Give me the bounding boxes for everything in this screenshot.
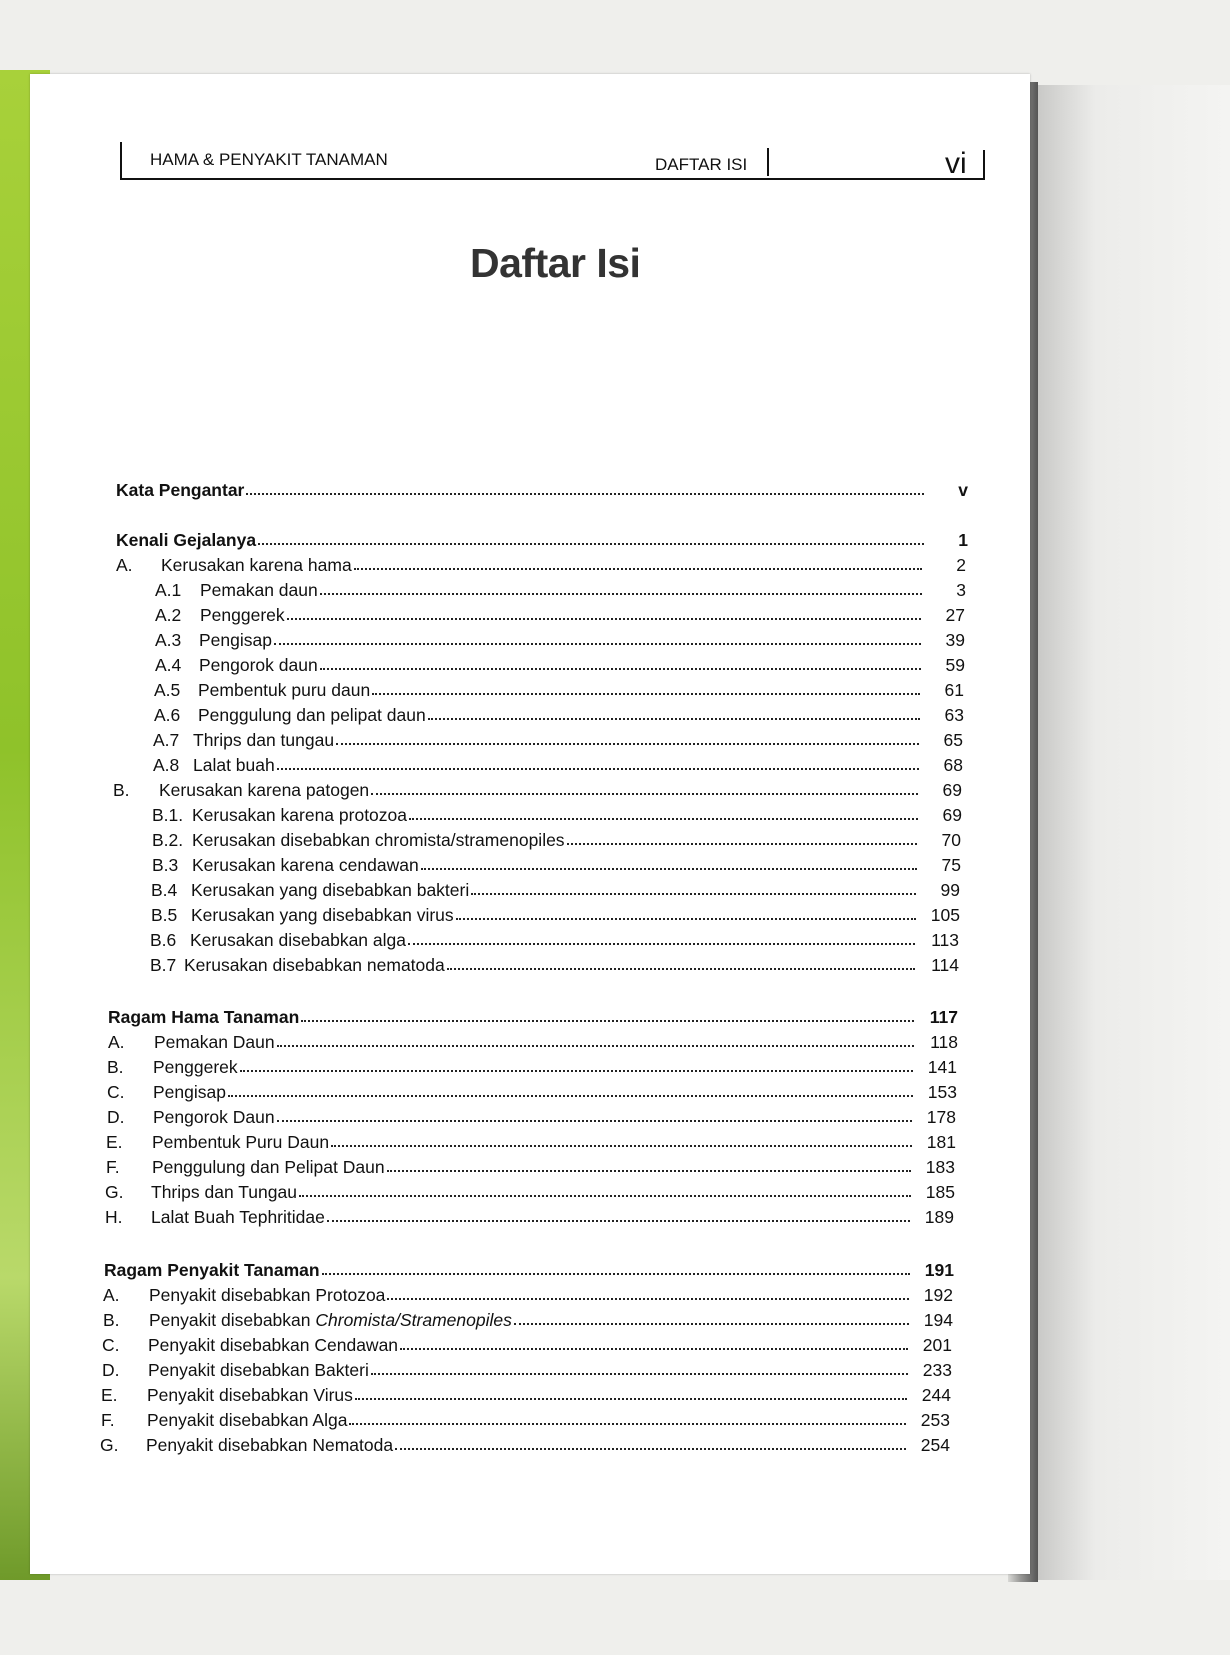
toc-entry-title [151, 905, 454, 925]
toc-entry-row [155, 576, 966, 600]
dot-leader [387, 1170, 911, 1172]
toc-entry-title [103, 1310, 512, 1330]
dot-leader [274, 643, 921, 645]
page-title: Daftar Isi [470, 240, 641, 286]
toc-entry-row [150, 926, 959, 950]
toc-entry-marker: B. [107, 1057, 124, 1077]
toc-entry-marker: B.2. [152, 830, 184, 850]
toc-chapter-row [116, 526, 968, 550]
dot-leader [277, 768, 919, 770]
toc-page-number: 201 [922, 1335, 952, 1355]
toc-entry-marker: E. [101, 1385, 118, 1405]
toc-entry-title [116, 555, 352, 575]
toc-page-number: 114 [931, 955, 959, 975]
toc-page-number: 69 [942, 805, 962, 825]
toc-entry-row [102, 1331, 952, 1355]
toc-entry-row [151, 876, 960, 900]
dot-leader [514, 1323, 909, 1325]
toc-entry-label: Kerusakan karena cendawan [192, 855, 419, 875]
dot-leader [336, 743, 919, 745]
toc-entry-title [101, 1410, 347, 1430]
toc-entry-label: Kerusakan disebabkan nematoda [184, 955, 445, 975]
toc-entry-label: Kerusakan disebabkan chromista/stramenopiles [192, 830, 565, 850]
dot-leader [322, 1273, 910, 1275]
dot-leader [395, 1448, 906, 1450]
toc-entry-marker: E. [106, 1132, 123, 1152]
toc-entry-row [154, 676, 964, 700]
toc-entry-label: Kerusakan karena patogen [159, 780, 370, 800]
toc-entry-row [107, 1103, 956, 1127]
toc-entry-label: Pemakan Daun [154, 1032, 275, 1052]
toc-entry-label: Pengisap [199, 630, 272, 650]
toc-page-number: 3 [956, 580, 966, 600]
toc-entry-row [105, 1203, 954, 1227]
dot-leader [409, 818, 918, 820]
toc-entry-label: Pengorok Daun [153, 1107, 275, 1127]
toc-entry-marker: H. [105, 1207, 123, 1227]
toc-entry-label: Penyakit disebabkan Cendawan [148, 1335, 399, 1355]
toc-entry-title [107, 1107, 275, 1127]
toc-entry-label: Lalat Buah Tephritidae [151, 1207, 325, 1227]
toc-page-number: 141 [927, 1057, 957, 1077]
toc-entry-row [155, 651, 965, 675]
toc-entry-title [150, 955, 445, 975]
toc-entry-marker: B.5 [151, 905, 178, 925]
toc-entry-row [108, 1028, 958, 1052]
running-header-section: DAFTAR ISI [655, 155, 748, 174]
toc-entry-title [103, 1285, 385, 1305]
toc-entry-row [155, 601, 965, 625]
toc-entry-marker: A.3 [155, 630, 182, 650]
toc-entry-label: Kerusakan disebabkan alga [190, 930, 406, 950]
toc-entry-label: Penyakit disebabkan Protozoa [149, 1285, 386, 1305]
toc-page-number: 183 [925, 1157, 955, 1177]
toc-entry-row [106, 1128, 956, 1152]
toc-entry-row [154, 701, 964, 725]
toc-page-number: 181 [926, 1132, 956, 1152]
toc-entry-marker: G. [105, 1182, 124, 1202]
toc-entry-marker: B. [103, 1310, 120, 1330]
toc-entry-title [116, 530, 256, 550]
dot-leader [287, 618, 921, 620]
toc-entry-label: Ragam Hama Tanaman [108, 1007, 300, 1027]
dot-leader [320, 668, 921, 670]
toc-entry-title [155, 605, 285, 625]
toc-entry-label: Penyakit disebabkan Alga [147, 1410, 348, 1430]
toc-entry-row [107, 1053, 957, 1077]
toc-page-number: 65 [943, 730, 963, 750]
toc-page-number: 192 [923, 1285, 953, 1305]
toc-entry-title [151, 880, 469, 900]
toc-entry-marker: A. [108, 1032, 125, 1052]
toc-entry-label: Lalat buah [193, 755, 275, 775]
toc-entry-title [155, 630, 272, 650]
toc-entry-label: Thrips dan tungau [193, 730, 335, 750]
toc-entry-title [107, 1057, 238, 1077]
toc-entry-title [104, 1260, 320, 1280]
toc-page-number: 153 [927, 1082, 957, 1102]
toc-entry-marker: B.7 [150, 955, 177, 975]
toc-page-number: 27 [945, 605, 965, 625]
toc-entry-title [105, 1207, 325, 1227]
toc-entry-row [152, 826, 961, 850]
toc-entry-row [101, 1406, 950, 1430]
toc-page-number: 185 [925, 1182, 955, 1202]
toc-entry-title [154, 705, 426, 725]
dot-leader [327, 1220, 910, 1222]
toc-entry-title [152, 830, 565, 850]
toc-page-number: 59 [945, 655, 965, 675]
toc-entry-row [152, 801, 962, 825]
toc-entry-marker: D. [107, 1107, 125, 1127]
toc-entry-label: Penyakit disebabkan Nematoda [146, 1435, 394, 1455]
page-number: vi [945, 147, 967, 180]
toc-entry-row [102, 1356, 952, 1380]
dot-leader [372, 693, 920, 695]
toc-entry-row [103, 1281, 953, 1305]
toc-entry-title [108, 1032, 275, 1052]
toc-entry-title [153, 730, 334, 750]
toc-entry-marker: F. [106, 1157, 120, 1177]
toc-entry-label: Kerusakan karena protozoa [192, 805, 407, 825]
dot-leader [331, 1145, 912, 1147]
toc-entry-title [152, 805, 407, 825]
toc-entry-label: Penyakit disebabkan Virus [147, 1385, 353, 1405]
toc-entry-title [152, 855, 419, 875]
toc-entry-label: Penyakit disebabkan [149, 1310, 311, 1330]
toc-entry-title [108, 1007, 299, 1027]
dot-leader [456, 918, 916, 920]
dot-leader [240, 1070, 913, 1072]
toc-page-number: 118 [930, 1032, 958, 1052]
toc-entry-title [106, 1132, 329, 1152]
dot-leader [371, 1373, 908, 1375]
toc-entry-row [107, 1078, 957, 1102]
toc-entry-title [107, 1082, 226, 1102]
toc-entry-marker: C. [107, 1082, 125, 1102]
toc-page-number: 113 [931, 930, 959, 950]
toc-entry-title [106, 1157, 385, 1177]
toc-chapter-row [116, 476, 968, 500]
toc-entry-row [103, 1306, 953, 1330]
toc-entry-marker: A.4 [155, 655, 182, 675]
toc-entry-title [155, 655, 318, 675]
toc-entry-row [106, 1153, 955, 1177]
toc-entry-title [155, 580, 318, 600]
toc-page-number: 189 [924, 1207, 954, 1227]
toc-entry-title [154, 680, 370, 700]
toc-entry-label: Pemakan daun [200, 580, 318, 600]
toc-entry-row [152, 851, 961, 875]
toc-entry-label: Pembentuk Puru Daun [152, 1132, 330, 1152]
dot-leader [567, 843, 917, 845]
toc-entry-marker: A. [116, 555, 133, 575]
toc-entry-label: Penggerek [200, 605, 285, 625]
toc-chapter-row [108, 1003, 958, 1027]
toc-page-number: 68 [943, 755, 963, 775]
dot-leader [301, 1020, 914, 1022]
toc-entry-row [150, 951, 959, 975]
toc-page-number: 63 [944, 705, 964, 725]
toc-page-number: 39 [945, 630, 965, 650]
dot-leader [471, 893, 916, 895]
toc-page-number: 105 [930, 905, 960, 925]
toc-page-number: 70 [941, 830, 961, 850]
toc-page-number: 1 [958, 530, 968, 550]
toc-entry-label: Pengisap [153, 1082, 226, 1102]
toc-page-number: 194 [923, 1310, 953, 1330]
toc-entry-label: Penggulung dan pelipat daun [198, 705, 426, 725]
dot-leader [320, 593, 922, 595]
dot-leader [299, 1195, 911, 1197]
dot-leader [421, 868, 917, 870]
toc-entry-marker: B.6 [150, 930, 177, 950]
toc-page-number: 69 [942, 780, 962, 800]
toc-page-number: 191 [924, 1260, 954, 1280]
dot-leader [228, 1095, 913, 1097]
toc-entry-marker: D. [102, 1360, 120, 1380]
toc-entry-row [153, 726, 963, 750]
toc-page-number: 244 [921, 1385, 951, 1405]
toc-entry-marker: F. [101, 1410, 115, 1430]
toc-entry-label: Penggerek [153, 1057, 238, 1077]
toc-entry-title [113, 780, 369, 800]
toc-entry-marker: A.5 [154, 680, 181, 700]
toc-entry-marker: A. [103, 1285, 120, 1305]
dot-leader [447, 968, 915, 970]
toc-entry-row [100, 1431, 950, 1455]
toc-entry-marker: A.1 [155, 580, 182, 600]
toc-entry-marker: A.7 [153, 730, 180, 750]
toc-entry-label: Kata Pengantar [116, 480, 245, 500]
toc-page-number: 233 [922, 1360, 952, 1380]
toc-entry-title [153, 755, 275, 775]
toc-entry-label: Kerusakan yang disebabkan bakteri [191, 880, 470, 900]
toc-entry-label: Penggulung dan Pelipat Daun [152, 1157, 385, 1177]
toc-chapter-row [104, 1256, 954, 1280]
toc-entry-marker: B.3 [152, 855, 179, 875]
toc-entry-marker: B.1. [152, 805, 184, 825]
dot-leader [277, 1120, 912, 1122]
toc-entry-label-italic: Chromista/Stramenopiles [315, 1310, 512, 1330]
toc-entry-marker: A.8 [153, 755, 180, 775]
toc-page-number: 253 [920, 1410, 950, 1430]
toc-entry-title [101, 1385, 353, 1405]
toc-entry-marker: G. [100, 1435, 119, 1455]
toc-entry-row [113, 776, 962, 800]
toc-page-number: 2 [956, 555, 966, 575]
toc-entry-label: Ragam Penyakit Tanaman [104, 1260, 320, 1280]
toc-entry-label: Kerusakan yang disebabkan virus [191, 905, 454, 925]
toc-entry-label: Pembentuk puru daun [198, 680, 371, 700]
toc-entry-label: Thrips dan Tungau [151, 1182, 297, 1202]
toc-entry-row [101, 1381, 951, 1405]
toc-entry-label: Pengorok daun [199, 655, 318, 675]
dot-leader [387, 1298, 909, 1300]
toc-entry-title [102, 1360, 369, 1380]
dot-leader [355, 1398, 907, 1400]
toc-entry-marker: C. [102, 1335, 120, 1355]
toc-entry-marker: B.4 [151, 880, 178, 900]
toc-page-number: 254 [920, 1435, 950, 1455]
toc-entry-marker: A.2 [155, 605, 182, 625]
toc-entry-row [116, 551, 966, 575]
toc-page-number: v [958, 480, 968, 500]
toc-entry-title [100, 1435, 393, 1455]
dot-leader [258, 543, 924, 545]
dot-leader [354, 568, 922, 570]
toc-page-number: 75 [941, 855, 961, 875]
dot-leader [277, 1045, 914, 1047]
toc-entry-marker: B. [113, 780, 130, 800]
toc-page-number: 178 [926, 1107, 956, 1127]
toc-entry-row [105, 1178, 955, 1202]
toc-entry-title [116, 480, 244, 500]
running-header-book-title: HAMA & PENYAKIT TANAMAN [150, 150, 388, 169]
toc-page-number: 61 [944, 680, 964, 700]
dot-leader [371, 793, 918, 795]
dot-leader [408, 943, 915, 945]
toc-entry-label: Kerusakan karena hama [161, 555, 352, 575]
dot-leader [400, 1348, 908, 1350]
toc-entry-marker: A.6 [154, 705, 181, 725]
toc-entry-row [153, 751, 963, 775]
toc-entry-row [155, 626, 965, 650]
toc-entry-row [151, 901, 960, 925]
toc-entry-title [105, 1182, 297, 1202]
toc-page-number: 117 [929, 1007, 958, 1027]
dot-leader [246, 493, 924, 495]
dot-leader [428, 718, 920, 720]
toc-entry-title [150, 930, 406, 950]
toc-entry-label: Kenali Gejalanya [116, 530, 257, 550]
toc-page-number: 99 [940, 880, 960, 900]
toc-entry-title [102, 1335, 398, 1355]
dot-leader [349, 1423, 906, 1425]
toc-entry-label: Penyakit disebabkan Bakteri [148, 1360, 369, 1380]
